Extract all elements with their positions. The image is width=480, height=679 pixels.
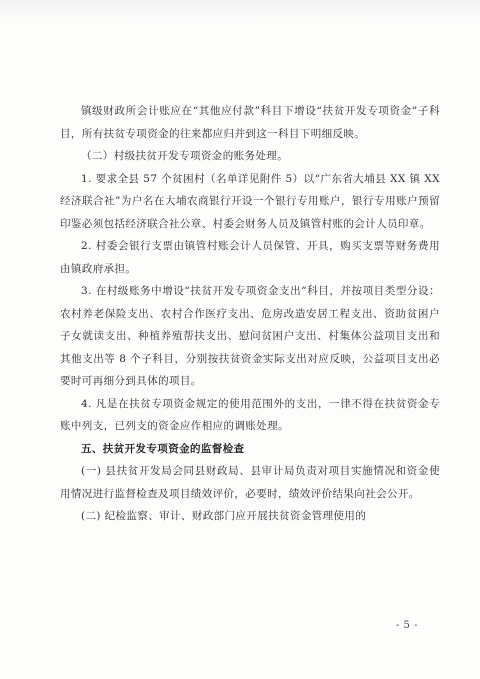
paragraph-item-3-subaccounts: 3. 在村级账务中增设“扶贫开发专项资金支出”科目，并按项目类型分设：农村养老保险支出、农村合作医疗支出、危房改造安居工程支出、资助贫困户子女就读支出、种植养殖帮扶支出、慰问贫困户支出、村集体公益项目支出和其他支出等 8 个子科目，分别按扶贫资金实际支出对应反映，公益项目支出必要时可再细分到具体的项目。 (60, 285, 440, 387)
paragraph-town-accounting: 镇级财政所会计账应在“其他应付款”科目下增设“扶贫开发专项资金”子科目，所有扶贫专项资金的往来都应归并到这一科目下明细反映。 (60, 105, 440, 140)
paragraph-item-2-cheques: 2. 村委会银行支票由镇管村账会计人员保管、开具，购买支票等财务费用由镇政府承担。 (60, 240, 440, 275)
section-heading-supervision: 五、扶贫开发专项资金的监督检查 (81, 442, 245, 455)
paragraph-supervision-2: (二) 纪检监察、审计、财政部门应开展扶贫资金管理使用的 (81, 510, 367, 522)
scan-top-edge (0, 0, 480, 20)
page-number: - 5 - (396, 620, 418, 631)
paragraph-supervision-1: (一) 县扶贫开发局会同县财政局、县审计局负责对项目实施情况和资金使用情况进行监督检查及项目绩效评价，必要时，绩效评价结果向社会公开。 (60, 465, 440, 500)
document-body (60, 100, 440, 528)
paragraph-section-two-title: （二）村级扶贫开发专项资金的账务处理。 (81, 150, 289, 162)
paragraph-item-4-out-of-scope: 4. 凡是在扶贫专项资金规定的使用范围外的支出，一律不得在扶贫资金专账中列支，已列支的资金应作相应的调账处理。 (60, 397, 440, 432)
paragraph-item-1-bank-account: 1. 要求全县 57 个贫困村（名单详见附件 5）以“广东省大埔县 XX 镇 XX 经济联合社”为户名在大埔农商银行开设一个银行专用账户，银行专用账户预留印鉴必须包括经济联合社公章、村委会财务人员及镇管村账的会计人员印章。 (60, 172, 440, 230)
